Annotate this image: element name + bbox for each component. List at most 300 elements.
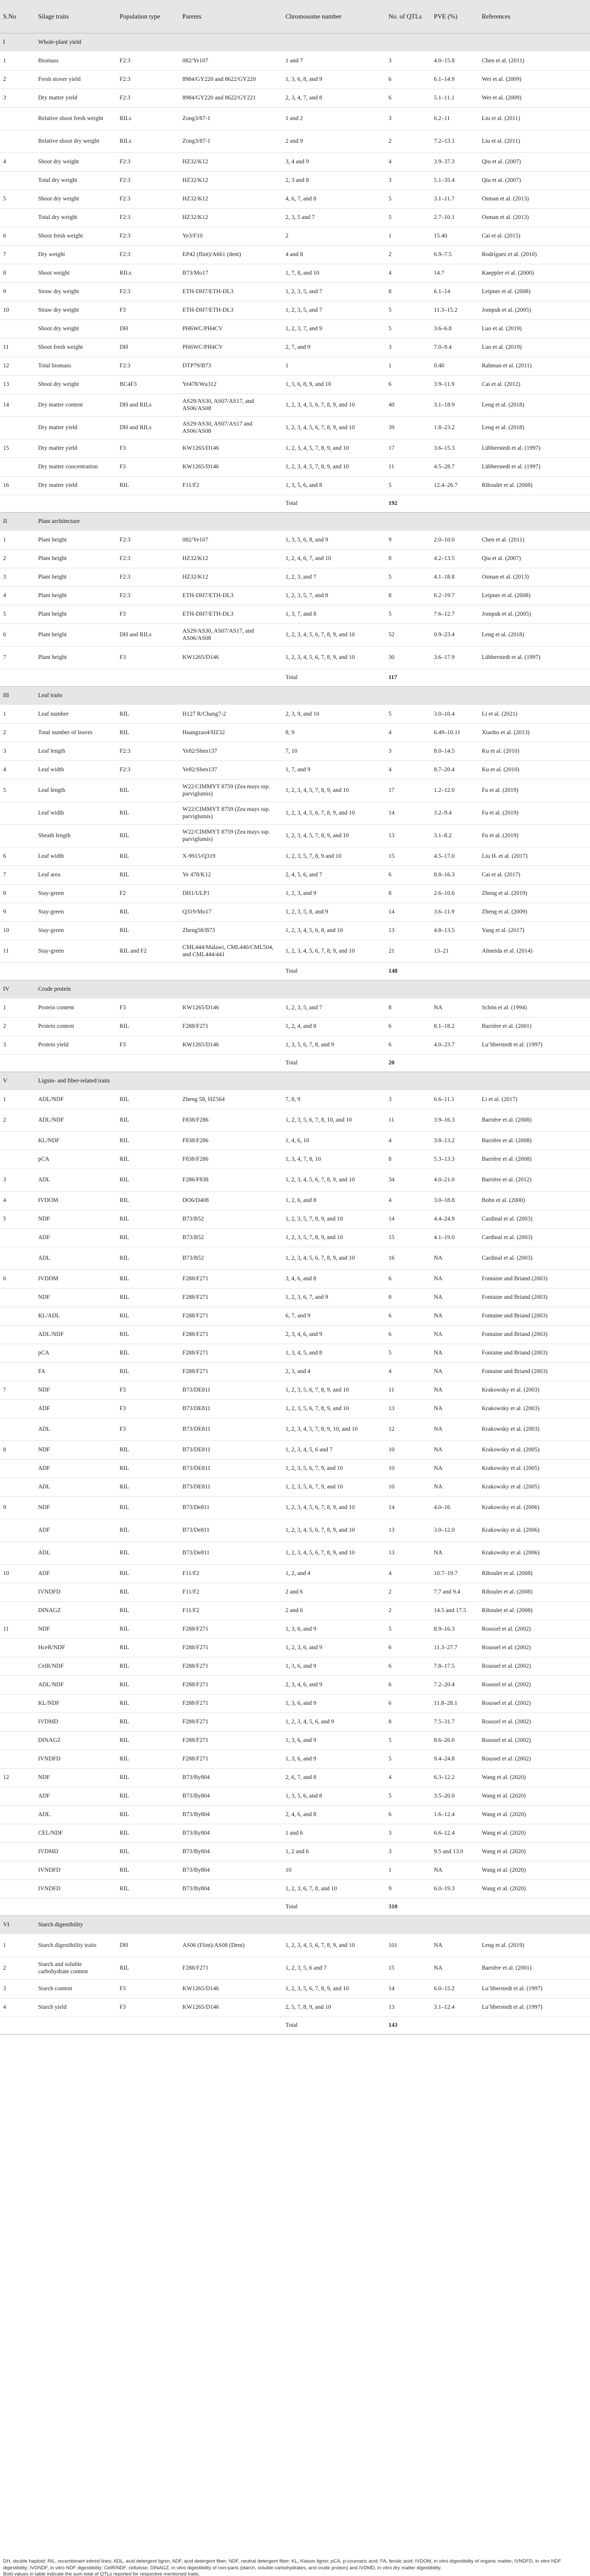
table-row [0, 921, 590, 940]
cell-silage-trait: Protein content [35, 998, 116, 1017]
cell-chromosome-number: 1, 2, 3, 5, 8, and 9 [282, 903, 385, 921]
cell-population-type: F2:3 [116, 742, 179, 760]
cell-chromosome-number: 1, 2, 6, and 8 [282, 1191, 385, 1210]
total-label: Total [282, 1054, 385, 1072]
cell-pve: 6.0–15.2 [431, 1979, 479, 1998]
cell-silage-trait: Dry matter yield [35, 416, 116, 439]
cell-pve: NA [431, 1344, 479, 1362]
cell-population-type: RIL [116, 1564, 179, 1583]
cell-reference: Kaeppler et al. (2000) [479, 264, 590, 282]
cell-parents: W22/CIMMYT 8759 (Zea mays ssp. parviglumis) [179, 824, 282, 847]
cell-population-type: F3 [116, 457, 179, 476]
cell-pve: 14.7 [431, 264, 479, 282]
cell-silage-trait: Plant height [35, 549, 116, 568]
cell-chromosome-number: 4 and 8 [282, 245, 385, 264]
cell-sno [0, 1731, 35, 1750]
cell-parents: 082/Ye107 [179, 52, 282, 70]
cell-pve: 9.4–24.8 [431, 1750, 479, 1768]
cell-population-type: RIL [116, 1344, 179, 1362]
cell-pve: NA [431, 1418, 479, 1440]
cell-pve: 8.0–14.5 [431, 742, 479, 760]
cell-parents: Ye 478/K12 [179, 866, 282, 884]
cell-population-type: RIL [116, 1694, 179, 1713]
cell-reference: Cardinal et al. (2003) [479, 1247, 590, 1269]
table-row [0, 1168, 590, 1191]
cell-parents: AS29/AS30, AS07/AS17, and AS06/AS08 [179, 623, 282, 646]
cell-parents: W22/CIMMYT 8759 (Zea mays ssp. parviglumis) [179, 802, 282, 824]
cell-chromosome-number: 1, 2, 3, 5, 6 and 7 [282, 1957, 385, 1979]
cell-chromosome-number: 1, 2, 3, 5, 6, 7, 9, and 10 [282, 1478, 385, 1496]
cell-sno: 3 [0, 1036, 35, 1054]
cell-silage-trait: Shoot dry weight [35, 190, 116, 208]
table-row [0, 130, 590, 152]
cell-reference: Roussel et al. (2002) [479, 1694, 590, 1713]
cell-parents: HZ32/K12 [179, 208, 282, 227]
cell-reference: Osman et al. (2013) [479, 190, 590, 208]
cell-chromosome-number: 2, 6, 7, and 8 [282, 1768, 385, 1787]
cell-chromosome-number: 1, 2, 3, 5, 6, 7, 8, 9, and 10 [282, 1381, 385, 1399]
cell-no-of-qtls: 14 [385, 1496, 431, 1519]
table-row [0, 568, 590, 586]
section-total-row [0, 1054, 590, 1072]
cell-reference: Wang et al. (2020) [479, 1768, 590, 1787]
cell-parents: B73/De811 [179, 1519, 282, 1541]
table-row [0, 1731, 590, 1750]
cell-no-of-qtls: 5 [385, 605, 431, 623]
cell-population-type: F2:3 [116, 245, 179, 264]
table-footnotes [0, 2558, 590, 2576]
cell-pve: 8.1–18.2 [431, 1017, 479, 1036]
cell-chromosome-number: 1, 3, 5, 6, 7, 8, and 9 [282, 1036, 385, 1054]
cell-parents: B73/DE811 [179, 1381, 282, 1399]
cell-parents: KW1265/D146 [179, 439, 282, 457]
cell-no-of-qtls: 15 [385, 847, 431, 866]
header-parents: Parents [179, 0, 282, 33]
cell-population-type: RIL [116, 723, 179, 742]
cell-population-type: F2:3 [116, 586, 179, 605]
cell-sno: 6 [0, 227, 35, 245]
cell-sno: 5 [0, 190, 35, 208]
cell-silage-trait: Starch digestibility traits [35, 1934, 116, 1957]
empty-cell [479, 495, 590, 512]
table-row [0, 1191, 590, 1210]
cell-chromosome-number: 1, 2, 3, 4, 5, 6, 7, 8, 9, and 10 [282, 1168, 385, 1191]
cell-parents: Ye82/Shen137 [179, 742, 282, 760]
cell-pve: NA [431, 1957, 479, 1979]
cell-no-of-qtls: 9 [385, 531, 431, 549]
cell-population-type: DH [116, 1934, 179, 1957]
cell-population-type: RIL [116, 1288, 179, 1307]
empty-cell [179, 962, 282, 980]
cell-reference: Osman et al. (2013) [479, 568, 590, 586]
cell-pve: 4.0–16 [431, 1496, 479, 1519]
cell-chromosome-number: 1, 2, 3, and 7 [282, 568, 385, 586]
cell-chromosome-number: 1, 2, 3, 4, 5, 6, 7, 8, 9, and 10 [282, 802, 385, 824]
cell-sno: 1 [0, 705, 35, 723]
cell-pve: NA [431, 1459, 479, 1478]
table-row [0, 1440, 590, 1459]
cell-population-type: RIL [116, 1459, 179, 1478]
table-row [0, 457, 590, 476]
table-row [0, 282, 590, 301]
section-title: Crude protein [35, 980, 590, 998]
cell-reference: Barrière et al. (2012) [479, 1168, 590, 1191]
cell-parents: B73/By804 [179, 1787, 282, 1805]
cell-sno: 7 [0, 1381, 35, 1399]
empty-cell [116, 1898, 179, 1916]
cell-parents: HZ32/K12 [179, 190, 282, 208]
table-row [0, 1109, 590, 1131]
cell-population-type: RIL [116, 1307, 179, 1325]
cell-chromosome-number: 1, 3, 4, 5, and 8 [282, 1344, 385, 1362]
cell-parents: B73/By804 [179, 1768, 282, 1787]
cell-silage-trait: NDF [35, 1288, 116, 1307]
cell-silage-trait: NDF [35, 1768, 116, 1787]
cell-silage-trait: ADF [35, 1228, 116, 1247]
cell-silage-trait: Protein yield [35, 1036, 116, 1054]
cell-silage-trait: IVDMD [35, 1842, 116, 1861]
cell-population-type: F2:3 [116, 549, 179, 568]
total-label: Total [282, 1898, 385, 1916]
cell-silage-trait: Starch and soluble carbohydrate content [35, 1957, 116, 1979]
cell-sno: 10 [0, 921, 35, 940]
cell-no-of-qtls: 13 [385, 1519, 431, 1541]
cell-sno: 4 [0, 152, 35, 171]
cell-population-type: RIL [116, 1325, 179, 1344]
section-total-row [0, 2016, 590, 2034]
cell-population-type: RIL [116, 1247, 179, 1269]
cell-parents: F288/F271 [179, 1731, 282, 1750]
cell-silage-trait: Leaf length [35, 742, 116, 760]
cell-sno: 8 [0, 884, 35, 903]
cell-silage-trait: Starch yield [35, 1998, 116, 2016]
cell-parents: F288/F271 [179, 1638, 282, 1657]
total-label: Total [282, 2016, 385, 2034]
cell-silage-trait: IVNDFD [35, 1583, 116, 1601]
cell-no-of-qtls: 8 [385, 549, 431, 568]
cell-parents: B73/B52 [179, 1247, 282, 1269]
cell-reference: Liu et al. (2011) [479, 130, 590, 152]
cell-chromosome-number: 1, 3, 6, 8, and 9 [282, 70, 385, 89]
cell-no-of-qtls: 3 [385, 1824, 431, 1842]
cell-parents: Zong3/87-1 [179, 107, 282, 130]
cell-parents: B73/DE811 [179, 1418, 282, 1440]
cell-parents: B73/DE811 [179, 1440, 282, 1459]
cell-chromosome-number: 1, 3, 4, 7, 8, 10 [282, 1150, 385, 1168]
cell-no-of-qtls: 30 [385, 646, 431, 669]
cell-sno: 13 [0, 375, 35, 394]
table-row [0, 301, 590, 319]
cell-sno: 1 [0, 998, 35, 1017]
table-row [0, 338, 590, 357]
cell-population-type: F3 [116, 1418, 179, 1440]
cell-pve: 1.2–12.0 [431, 779, 479, 802]
cell-chromosome-number: 10 [282, 1861, 385, 1879]
cell-chromosome-number: 1, 2, 3, 5, 7, 8, 9, and 10 [282, 1210, 385, 1228]
cell-no-of-qtls: 8 [385, 282, 431, 301]
cell-silage-trait: ADL [35, 1805, 116, 1824]
cell-silage-trait: Fresh stover yield [35, 70, 116, 89]
empty-cell [431, 1898, 479, 1916]
cell-parents: X-9915/Q319 [179, 847, 282, 866]
table-row [0, 1805, 590, 1824]
cell-reference: Roussel et al. (2002) [479, 1620, 590, 1638]
footnote-bold-values: Bold values in table indicate the sum total of QTLs reported for respective mentioned traits. [3, 2571, 200, 2576]
cell-population-type: RIL [116, 1362, 179, 1381]
section-number: II [0, 512, 35, 531]
cell-no-of-qtls: 8 [385, 998, 431, 1017]
cell-chromosome-number: 1, 2, 3, 5, 6, 7, 9, and 10 [282, 1459, 385, 1478]
cell-parents: F288/F271 [179, 1657, 282, 1675]
total-label: Total [282, 495, 385, 512]
cell-reference: Chen et al. (2011) [479, 531, 590, 549]
cell-no-of-qtls: 8 [385, 1288, 431, 1307]
cell-reference: Lübberstedt et al. (1997) [479, 439, 590, 457]
cell-population-type: RIL [116, 1090, 179, 1109]
cell-chromosome-number: 1, 2, 3, 5, and 7 [282, 282, 385, 301]
cell-pve: NA [431, 1440, 479, 1459]
cell-silage-trait: Stay-green [35, 940, 116, 962]
header-silage-traits: Silage traits [35, 0, 116, 33]
cell-sno [0, 1459, 35, 1478]
table-row [0, 1787, 590, 1805]
cell-population-type: F3 [116, 301, 179, 319]
cell-population-type: RIL [116, 1638, 179, 1657]
cell-sno: 10 [0, 301, 35, 319]
cell-pve: 3.1–18.9 [431, 394, 479, 416]
cell-no-of-qtls: 3 [385, 52, 431, 70]
cell-chromosome-number: 1, 2, 3, 6, 7, and 9 [282, 1288, 385, 1307]
cell-pve: 3.8–13.2 [431, 1131, 479, 1150]
cell-chromosome-number: 1, 2, 4, and 8 [282, 1017, 385, 1036]
cell-reference: Cardinal et al. (2003) [479, 1228, 590, 1247]
cell-no-of-qtls: 14 [385, 903, 431, 921]
cell-parents: KW1265/D146 [179, 1036, 282, 1054]
cell-no-of-qtls: 3 [385, 171, 431, 190]
cell-sno: 6 [0, 623, 35, 646]
cell-pve: 8.8–16.3 [431, 866, 479, 884]
table-row [0, 866, 590, 884]
cell-pve: 3.6–17.9 [431, 646, 479, 669]
cell-silage-trait: Straw dry weight [35, 282, 116, 301]
section-total-row [0, 495, 590, 512]
empty-cell [116, 962, 179, 980]
cell-no-of-qtls: 6 [385, 1657, 431, 1675]
cell-parents: F288/F271 [179, 1750, 282, 1768]
cell-no-of-qtls: 4 [385, 1131, 431, 1150]
cell-population-type: RIL [116, 903, 179, 921]
header-no-of-qtls: No. of QTLs [385, 0, 431, 33]
cell-reference: Liu H. et al. (2017) [479, 847, 590, 866]
cell-chromosome-number: 1, 2, 3, 5, and 7 [282, 998, 385, 1017]
cell-parents: HZ32/K12 [179, 152, 282, 171]
cell-chromosome-number: 2, 3, 4, 6, and 9 [282, 1325, 385, 1344]
table-row [0, 70, 590, 89]
cell-no-of-qtls: 5 [385, 476, 431, 495]
cell-reference: Krakowsky et al. (2005) [479, 1440, 590, 1459]
table-row [0, 190, 590, 208]
section-title: Whole-plant yield [35, 33, 590, 52]
cell-population-type: RIL [116, 1168, 179, 1191]
cell-parents: B73/DE811 [179, 1478, 282, 1496]
section-number: IV [0, 980, 35, 998]
cell-population-type: F2:3 [116, 568, 179, 586]
cell-silage-trait: HceR/NDF [35, 1638, 116, 1657]
empty-cell [479, 669, 590, 686]
cell-no-of-qtls: 13 [385, 1541, 431, 1564]
table-body [0, 33, 590, 2034]
cell-parents: ETH-DH7/ETH-DL3 [179, 586, 282, 605]
cell-no-of-qtls: 5 [385, 319, 431, 338]
cell-population-type: F3 [116, 998, 179, 1017]
table-row [0, 107, 590, 130]
cell-parents: ETH-DH7/ETH-DL3 [179, 605, 282, 623]
cell-pve: NA [431, 1247, 479, 1269]
cell-reference: Fontaine and Briand (2003) [479, 1362, 590, 1381]
table-row [0, 1750, 590, 1768]
cell-pve: NA [431, 1478, 479, 1496]
table-row [0, 394, 590, 416]
cell-pve: NA [431, 1362, 479, 1381]
cell-no-of-qtls: 14 [385, 1210, 431, 1228]
cell-no-of-qtls: 52 [385, 623, 431, 646]
cell-chromosome-number: 2, 3, 5 and 7 [282, 208, 385, 227]
cell-sno [0, 1541, 35, 1564]
cell-population-type: F2:3 [116, 70, 179, 89]
cell-no-of-qtls: 11 [385, 457, 431, 476]
cell-sno [0, 1842, 35, 1861]
table-row [0, 1657, 590, 1675]
cell-reference: Yang et al. (2017) [479, 921, 590, 940]
cell-reference: Fu et al. (2019) [479, 779, 590, 802]
cell-population-type: RIL [116, 1017, 179, 1036]
table-row [0, 1675, 590, 1694]
cell-parents: Huangzao4/HZ32 [179, 723, 282, 742]
cell-chromosome-number: 8, 9 [282, 723, 385, 742]
cell-parents: AS06 (Flint)/AS08 (Dent) [179, 1934, 282, 1957]
cell-sno: 4 [0, 1191, 35, 1210]
cell-silage-trait: ADL [35, 1418, 116, 1440]
header-references: References [479, 0, 590, 33]
cell-parents: F286/F838 [179, 1168, 282, 1191]
table-row [0, 375, 590, 394]
section-header-row [0, 1072, 590, 1090]
cell-silage-trait: Protein content [35, 1017, 116, 1036]
total-label: Total [282, 962, 385, 980]
cell-chromosome-number: 2, 3, 9, and 10 [282, 705, 385, 723]
empty-cell [479, 1898, 590, 1916]
cell-chromosome-number: 1, 2, 3, 4, 5, 6, 7, 8, 9, and 10 [282, 623, 385, 646]
cell-sno: 9 [0, 903, 35, 921]
cell-pve: NA [431, 1541, 479, 1564]
cell-parents: F288/F271 [179, 1344, 282, 1362]
cell-sno: 3 [0, 742, 35, 760]
cell-silage-trait: NDF [35, 1210, 116, 1228]
cell-pve: 7.8–17.5 [431, 1657, 479, 1675]
cell-population-type: RILs [116, 264, 179, 282]
cell-pve: 8.9–16.3 [431, 1620, 479, 1638]
cell-pve: 3.1–8.2 [431, 824, 479, 847]
cell-pve: 6.9–7.5 [431, 245, 479, 264]
cell-silage-trait: Shoot fresh weight [35, 338, 116, 357]
table-row [0, 1247, 590, 1269]
table-row [0, 940, 590, 962]
cell-sno: 5 [0, 779, 35, 802]
cell-no-of-qtls: 101 [385, 1934, 431, 1957]
table-row [0, 1036, 590, 1054]
cell-pve: NA [431, 1269, 479, 1288]
cell-sno: 1 [0, 52, 35, 70]
cell-silage-trait: Plant height [35, 646, 116, 669]
cell-parents: B73/DE811 [179, 1399, 282, 1418]
cell-chromosome-number: 1, 2, 3, 4, 5, 7, 8, 9, and 10 [282, 779, 385, 802]
cell-population-type: RIL [116, 1440, 179, 1459]
cell-no-of-qtls: 15 [385, 1228, 431, 1247]
cell-parents: F288/F271 [179, 1269, 282, 1288]
cell-sno [0, 319, 35, 338]
cell-sno: 4 [0, 586, 35, 605]
table-row [0, 549, 590, 568]
total-qtl-count: 192 [385, 495, 431, 512]
cell-no-of-qtls: 1 [385, 357, 431, 375]
cell-sno: 5 [0, 605, 35, 623]
cell-population-type: RILs [116, 130, 179, 152]
empty-cell [431, 669, 479, 686]
cell-chromosome-number: 1, 2, 3, 4, 5, 7, 8, 9, 10, and 10 [282, 1418, 385, 1440]
cell-pve: 11.3–27.7 [431, 1638, 479, 1657]
cell-silage-trait: Shoot dry weight [35, 375, 116, 394]
cell-silage-trait: Shoot dry weight [35, 152, 116, 171]
cell-population-type: RIL [116, 1131, 179, 1150]
cell-no-of-qtls: 6 [385, 70, 431, 89]
empty-cell [0, 962, 35, 980]
table-row [0, 723, 590, 742]
cell-reference: Qiu et al. (2007) [479, 171, 590, 190]
cell-parents: AS29/AS30, AS07/AS17, and AS06/AS08 [179, 394, 282, 416]
table-row [0, 1564, 590, 1583]
cell-pve: 12.4–26.7 [431, 476, 479, 495]
cell-reference: Riboulet et al. (2008) [479, 476, 590, 495]
cell-pve: 4.1–19.0 [431, 1228, 479, 1247]
cell-chromosome-number: 1, 2 and 6 [282, 1842, 385, 1861]
cell-parents: 082/Ye107 [179, 531, 282, 549]
cell-parents: F288/F271 [179, 1713, 282, 1731]
cell-sno: 12 [0, 357, 35, 375]
table-row [0, 1017, 590, 1036]
cell-parents: F288/F271 [179, 1017, 282, 1036]
cell-no-of-qtls: 4 [385, 1768, 431, 1787]
table-row [0, 245, 590, 264]
cell-parents: B73/De811 [179, 1541, 282, 1564]
cell-chromosome-number: 1, 3, 6, and 9 [282, 1694, 385, 1713]
cell-population-type: F3 [116, 1381, 179, 1399]
cell-sno [0, 171, 35, 190]
cell-pve: 4.0–23.7 [431, 1036, 479, 1054]
cell-silage-trait: ADF [35, 1519, 116, 1541]
cell-no-of-qtls: 5 [385, 568, 431, 586]
cell-chromosome-number: 6, 7, and 9 [282, 1307, 385, 1325]
cell-population-type: RIL [116, 1713, 179, 1731]
section-total-row [0, 962, 590, 980]
cell-reference: Liu et al. (2011) [479, 107, 590, 130]
empty-cell [35, 1054, 116, 1072]
cell-silage-trait: CelR/NDF [35, 1657, 116, 1675]
empty-cell [479, 1054, 590, 1072]
cell-chromosome-number: 1, 2, 3, 4, 5, 6, 7, 8, 9, and 10 [282, 1247, 385, 1269]
cell-silage-trait: CEL/NDF [35, 1824, 116, 1842]
cell-silage-trait: ADL [35, 1541, 116, 1564]
cell-no-of-qtls: 39 [385, 416, 431, 439]
